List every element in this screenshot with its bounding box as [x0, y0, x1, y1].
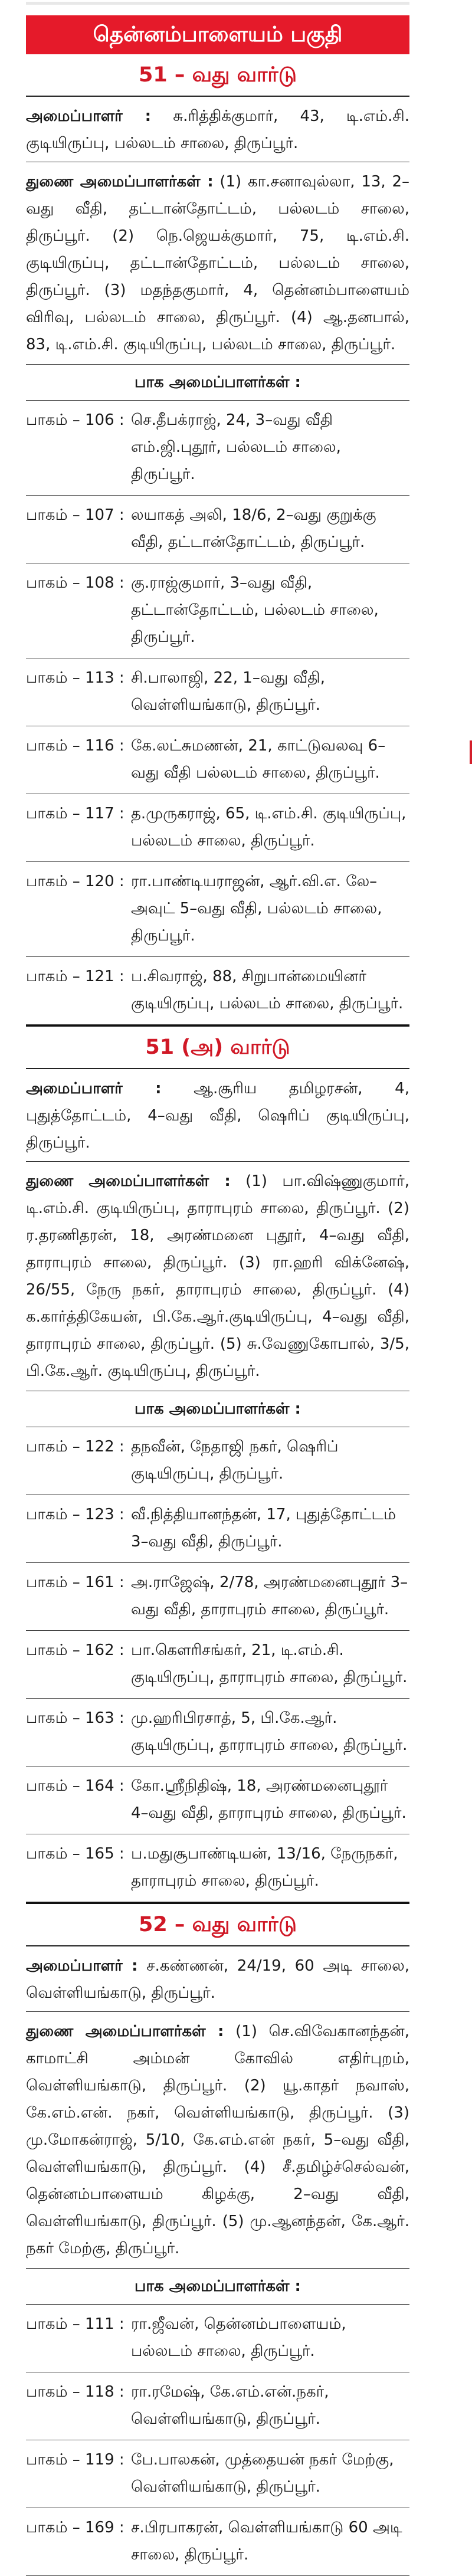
booth-details: த.முருகராஜ், 65, டி.எம்.சி. குடியிருப்பு, பல்லடம் சாலை, திருப்பூர். [131, 805, 407, 850]
booth-details: பா.கௌரிசங்கர், 21, டி.எம்.சி. குடியிருப்பு, தாராபுரம் சாலை, திருப்பூர். [131, 1641, 408, 1686]
booth-details: சி.பாலாஜி, 22, 1–வது வீதி, வெள்ளியங்காடு, திருப்பூர். [131, 669, 325, 714]
deputy-label: துணை அமைப்பாளர்கள் : [26, 1172, 231, 1190]
booth-number: பாகம் – 111 : [26, 2315, 124, 2333]
booth-number: பாகம் – 107 : [26, 506, 124, 524]
booth-number: பாகம் – 163 : [26, 1709, 124, 1727]
deputy-value: (1) செ.விவேகானந்தன், காமாட்சி அம்மன் கோவில் எதிர்புறம், வெள்ளியங்காடு, திருப்பூர். (2) யூ.காதர் நவாஸ், கே.எம்.என். நகர், வெள்ளியங்காடு, திருப்பூர். (3) மு.மோகன்ராஜ், 5/10, கே.எம்.என் நகர், 5–வது வீதி, வெள்ளியங்காடு, திருப்பூர். (4) சீ.தமிழ்ச்செல்வன், தென்னம்பாளையம் கிழக்கு, 2–வது வீதி, வெள்ளியங்காடு, திருப்பூர். (5) மு.ஆனந்தன், கே.ஆர். நகர் மேற்கு, திருப்பூர். [26, 2023, 409, 2257]
divider [26, 1161, 409, 1162]
booth-details: ரா.ஜீவன், தென்னம்பாளையம், பல்லடம் சாலை, திருப்பூர். [131, 2315, 346, 2360]
booth-details: அ.ராஜேஷ், 2/78, அரண்மனைபுதூர் 3–வது வீதி, தாராபுரம் சாலை, திருப்பூர். [131, 1574, 408, 1618]
leader-paragraph [26, 1946, 409, 2007]
deputy-value: (1) கா.சனாவுல்லா, 13, 2–வது வீதி, தட்டான்தோட்டம், பல்லடம் சாலை, திருப்பூர். (2) நெ.ஜெயக்குமார், 75, டி.எம்.சி. குடியிருப்பு, தட்டான்தோட்டம், பல்லடம் சாலை, திருப்பூர். (3) மதந்தகுமார், 4, தென்னம்பாளையம் விரிவு, பல்லடம் சாலை, திருப்பூர். (4) ஆ.தனபால், 83, டி.எம்.சி. குடியிருப்பு, பல்லடம் சாலை, திருப்பூர். [26, 173, 409, 353]
booth-number: பாகம் – 123 : [26, 1506, 124, 1523]
content-column [26, 54, 409, 2576]
booth-details: தநவீன், நேதாஜி நகர், ஷெரிப் குடியிருப்பு, திருப்பூர். [131, 1438, 339, 1483]
booth-row [26, 862, 409, 957]
booth-heading: பாக அமைப்பாளர்கள் : [135, 1400, 301, 1418]
booth-row [26, 401, 409, 496]
ward-title: 51 – வது வார்டு [139, 63, 297, 87]
booth-row [26, 1834, 409, 1902]
deputy-label: துணை அமைப்பாளர்கள் : [26, 2023, 224, 2040]
leader-value: சு.ரித்திக்குமார், 43, டி.எம்.சி. குடியிருப்பு, பல்லடம் சாலை, திருப்பூர். [26, 107, 409, 152]
leader-label: அமைப்பாளர் : [26, 107, 152, 125]
booth-number: பாகம் – 108 : [26, 574, 124, 592]
leader-paragraph [26, 97, 409, 157]
booth-details: செ.தீபக்ராஜ், 24, 3–வது வீதி எம்.ஜி.புதூர், பல்லடம் சாலை, திருப்பூர். [131, 411, 341, 483]
booth-number: பாகம் – 169 : [26, 2519, 124, 2536]
booth-details: ச.பிரபாகரன், வெள்ளியங்காடு 60 அடி சாலை, திருப்பூர். [131, 2519, 402, 2564]
booth-row [26, 1699, 409, 1767]
booth-number: பாகம் – 113 : [26, 669, 124, 687]
side-marker [470, 740, 472, 764]
booth-row [26, 658, 409, 726]
booth-row [26, 1495, 409, 1563]
booth-details: பே.பாலகன், முத்தையன் நகர் மேற்கு, வெள்ளியங்காடு, திருப்பூர். [131, 2451, 394, 2496]
booth-number: பாகம் – 162 : [26, 1641, 124, 1659]
ward-section [26, 1027, 409, 1904]
booth-row [26, 726, 409, 794]
divider [26, 2011, 409, 2012]
booth-row [26, 794, 409, 862]
deputy-paragraph [26, 168, 409, 358]
booth-number: பாகம் – 116 : [26, 737, 124, 755]
booth-number: பாகம் – 106 : [26, 411, 124, 429]
leader-value: ஆ.சூரிய தமிழரசன், 4, புதுத்தோட்டம், 4–வது வீதி, ஷெரிப் குடியிருப்பு, திருப்பூர். [26, 1080, 409, 1152]
booth-row [26, 2440, 409, 2508]
booth-number: பாகம் – 117 : [26, 805, 124, 822]
section-header: தென்னம்பாளையம் பகுதி [26, 15, 409, 54]
booth-number: பாகம் – 120 : [26, 873, 124, 890]
booth-row [26, 2508, 409, 2576]
booth-heading: பாக அமைப்பாளர்கள் : [135, 373, 301, 391]
booth-details: கோ.ஸ்ரீநிதிஷ், 18, அரண்மனைபுதூர் 4–வது வீதி, தாராபுரம் சாலை, திருப்பூர். [131, 1777, 407, 1822]
booth-number: பாகம் – 165 : [26, 1845, 124, 1863]
ward-title: 52 – வது வார்டு [139, 1913, 297, 1936]
booth-number: பாகம் – 122 : [26, 1438, 124, 1456]
booth-row [26, 2372, 409, 2440]
booth-number: பாகம் – 121 : [26, 968, 124, 985]
top-rule [26, 0, 409, 5]
ward-title: 51 (அ) வார்டு [145, 1035, 290, 1059]
booth-row [26, 1767, 409, 1834]
booth-details: கே.லட்சுமணன், 21, காட்டுவலவு 6–வது வீதி பல்லடம் சாலை, திருப்பூர். [131, 737, 386, 782]
booth-details: கு.ராஜ்குமார், 3–வது வீதி, தட்டான்தோட்டம், பல்லடம் சாலை, திருப்பூர். [131, 574, 379, 646]
leader-label: அமைப்பாளர் : [26, 1957, 138, 1975]
booth-row [26, 496, 409, 563]
booth-details: ப.மதுசூபாண்டியன், 13/16, நேருநகர், தாராபுரம் சாலை, திருப்பூர். [131, 1845, 398, 1890]
booth-row [26, 1563, 409, 1631]
booth-row [26, 1427, 409, 1495]
booth-row [26, 957, 409, 1025]
booth-details: ரா.ரமேஷ், கே.எம்.என்.நகர், வெள்ளியங்காடு, திருப்பூர். [131, 2383, 329, 2428]
booth-details: மு.ஹரிபிரசாத், 5, பி.கே.ஆர். குடியிருப்பு, தாராபுரம் சாலை, திருப்பூர். [131, 1709, 408, 1754]
booth-number: பாகம் – 118 : [26, 2383, 124, 2401]
booth-row [26, 2305, 409, 2372]
booth-details: ரா.பாண்டியராஜன், ஆர்.வி.எ. லே–அவுட் 5–வது வீதி, பல்லடம் சாலை, திருப்பூர். [131, 873, 382, 945]
booth-details: வீ.நித்தியானந்தன், 17, புதுத்தோட்டம் 3–வது வீதி, திருப்பூர். [131, 1506, 396, 1551]
booth-number: பாகம் – 161 : [26, 1574, 124, 1591]
booth-number: பாகம் – 164 : [26, 1777, 124, 1795]
booth-row [26, 1631, 409, 1699]
deputy-value: (1) பா.விஷ்ணுகுமார், டி.எம்.சி. குடியிருப்பு, தாராபுரம் சாலை, திருப்பூர். (2) ர.தரணிதரன், 18, அரண்மனை புதூர், 4–வது வீதி, தாராபுரம் சாலை, திருப்பூர். (3) ரா.ஹரி விக்னேஷ், 26/55, நேரு நகர், தாராபுரம் சாலை, திருப்பூர். (4) க.கார்த்திகேயன், பி.கே.ஆர்.குடியிருப்பு, 4–வது வீதி, தாராபுரம் சாலை, திருப்பூர். (5) சு.வேணுகோபால், 3/5, பி.கே.ஆர். குடியிருப்பு, திருப்பூர். [26, 1172, 410, 1380]
ward-section [26, 54, 409, 1027]
booth-number: பாகம் – 119 : [26, 2451, 124, 2469]
ward-section [26, 1904, 409, 2576]
leader-label: அமைப்பாளர் : [26, 1080, 162, 1097]
leader-paragraph [26, 1069, 409, 1156]
booth-details: ப.சிவராஜ், 88, சிறுபான்மையினர் குடியிருப்பு, பல்லடம் சாலை, திருப்பூர். [131, 968, 404, 1012]
booth-heading: பாக அமைப்பாளர்கள் : [135, 2277, 301, 2295]
booth-details: லயாகத் அலி, 18/6, 2–வது குறுக்கு வீதி, தட்டான்தோட்டம், திருப்பூர். [131, 506, 376, 551]
booth-row [26, 563, 409, 658]
deputy-paragraph [26, 2018, 409, 2262]
deputy-label: துணை அமைப்பாளர்கள் : [26, 173, 214, 191]
leader-value: ச.கண்ணன், 24/19, 60 அடி சாலை, வெள்ளியங்காடு, திருப்பூர். [26, 1957, 409, 2002]
deputy-paragraph [26, 1168, 409, 1385]
